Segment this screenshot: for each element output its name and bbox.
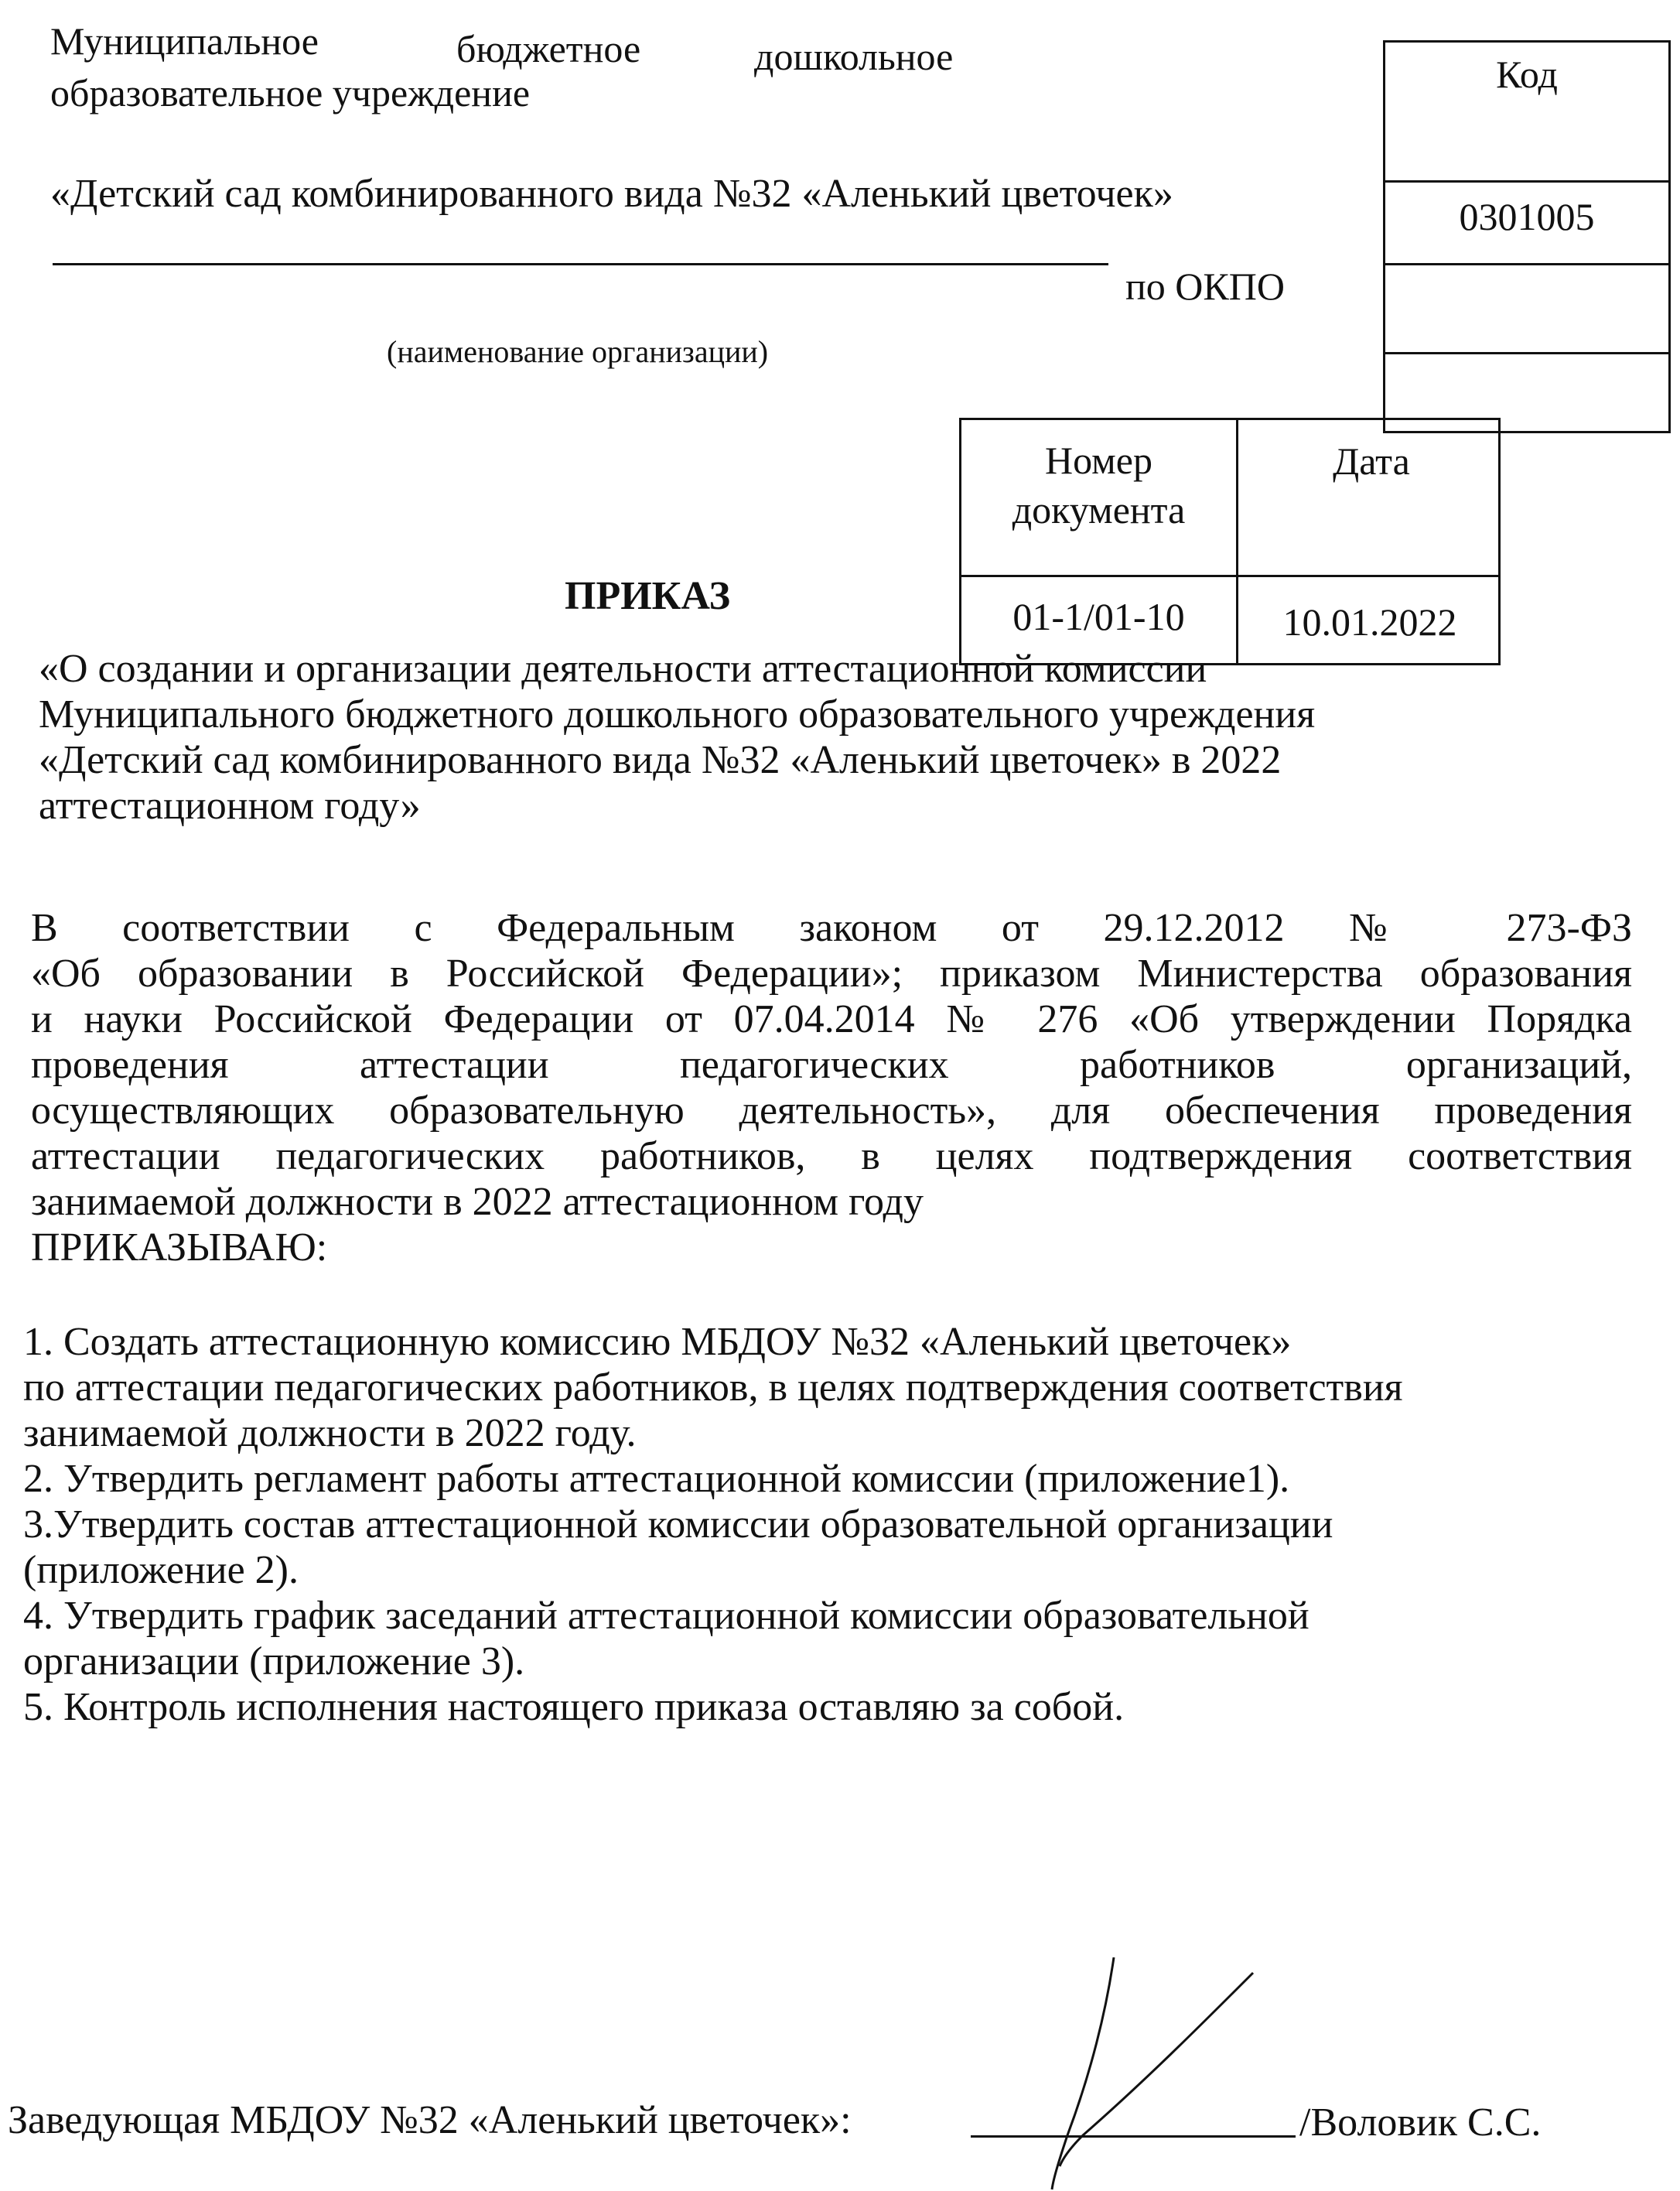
org-name-underline bbox=[53, 263, 1108, 265]
code-table bbox=[1383, 40, 1671, 433]
code-row-divider bbox=[1385, 263, 1668, 265]
item-line: 5. Контроль исполнения настоящего приказа оставляю за собой. bbox=[23, 1685, 1125, 1729]
subject-line: «Детский сад комбинированного вида №32 «Аленький цветочек» в 2022 bbox=[39, 738, 1282, 782]
page-title: ПРИКАЗ bbox=[565, 574, 731, 618]
preamble-line: и науки Российской Федерации от 07.04.2014 № 276 «Об утверждении Порядка bbox=[31, 997, 1632, 1041]
item-line: 1. Создать аттестационную комиссию МБДОУ №32 «Аленький цветочек» bbox=[23, 1320, 1292, 1364]
item-line: занимаемой должности в 2022 году. bbox=[23, 1411, 637, 1455]
order-items bbox=[23, 1319, 1648, 1730]
org-line1-word2: бюджетное bbox=[456, 27, 641, 70]
preamble-line: аттестации педагогических работников, в целях подтверждения соответствия bbox=[31, 1134, 1632, 1178]
doc-number-table bbox=[959, 418, 1501, 665]
org-name: «Детский сад комбинированного вида №32 «Аленький цветочек» bbox=[50, 172, 1173, 216]
item-line: (приложение 2). bbox=[23, 1548, 299, 1592]
subject-line: «О создании и организации деятельности аттестационной комиссии bbox=[39, 647, 1207, 691]
order-subject bbox=[39, 646, 1508, 829]
org-caption: (наименование организации) bbox=[387, 334, 769, 369]
doc-number-value: 01-1/01-10 bbox=[1012, 595, 1185, 638]
signatory-position: Заведующая МБДОУ №32 «Аленький цветочек»: bbox=[8, 2098, 852, 2142]
order-command: ПРИКАЗЫВАЮ: bbox=[31, 1225, 328, 1270]
subject-line: аттестационном году» bbox=[39, 784, 421, 828]
preamble-line: проведения аттестации педагогических работников организаций, bbox=[31, 1043, 1632, 1087]
code-row-divider bbox=[1385, 352, 1668, 354]
doc-date-header: Дата bbox=[1333, 439, 1410, 483]
item-line: 3.Утвердить состав аттестационной комиссии образовательной организации bbox=[23, 1502, 1333, 1547]
signatory-name: /Воловик С.С. bbox=[1299, 2100, 1542, 2145]
org-type: образовательное учреждение bbox=[50, 71, 531, 115]
item-line: по аттестации педагогических работников, в целях подтверждения соответствия bbox=[23, 1366, 1403, 1410]
org-line1-word3: дошкольное bbox=[754, 35, 954, 78]
subject-line: Муниципального бюджетного дошкольного образовательного учреждения bbox=[39, 692, 1316, 737]
doc-date-value: 10.01.2022 bbox=[1282, 600, 1457, 644]
code-row-divider bbox=[1385, 180, 1668, 183]
okud-code: 0301005 bbox=[1459, 195, 1595, 238]
handwritten-signature bbox=[998, 1957, 1276, 2191]
preamble-line: занимаемой должности в 2022 аттестационном году bbox=[31, 1180, 924, 1224]
okpo-label: по ОКПО bbox=[1125, 265, 1285, 308]
code-header: Код bbox=[1496, 53, 1558, 96]
preamble-line: В соответствии с Федеральным законом от 29.12.2012 № 273-ФЗ bbox=[31, 906, 1632, 950]
item-line: 2. Утвердить регламент работы аттестационной комиссии (приложение1). bbox=[23, 1457, 1290, 1501]
doc-table-divider bbox=[961, 575, 1498, 577]
doc-number-header: Номер документа bbox=[1012, 439, 1186, 532]
preamble-line: осуществляющих образовательную деятельность», для обеспечения проведения bbox=[31, 1089, 1632, 1133]
org-line1-word1: Муниципальное bbox=[50, 19, 319, 63]
item-line: 4. Утвердить график заседаний аттестационной комиссии образовательной bbox=[23, 1594, 1310, 1638]
order-preamble bbox=[31, 905, 1632, 1270]
item-line: организации (приложение 3). bbox=[23, 1639, 525, 1683]
preamble-line: «Об образовании в Российской Федерации»; приказом Министерства образования bbox=[31, 952, 1632, 996]
